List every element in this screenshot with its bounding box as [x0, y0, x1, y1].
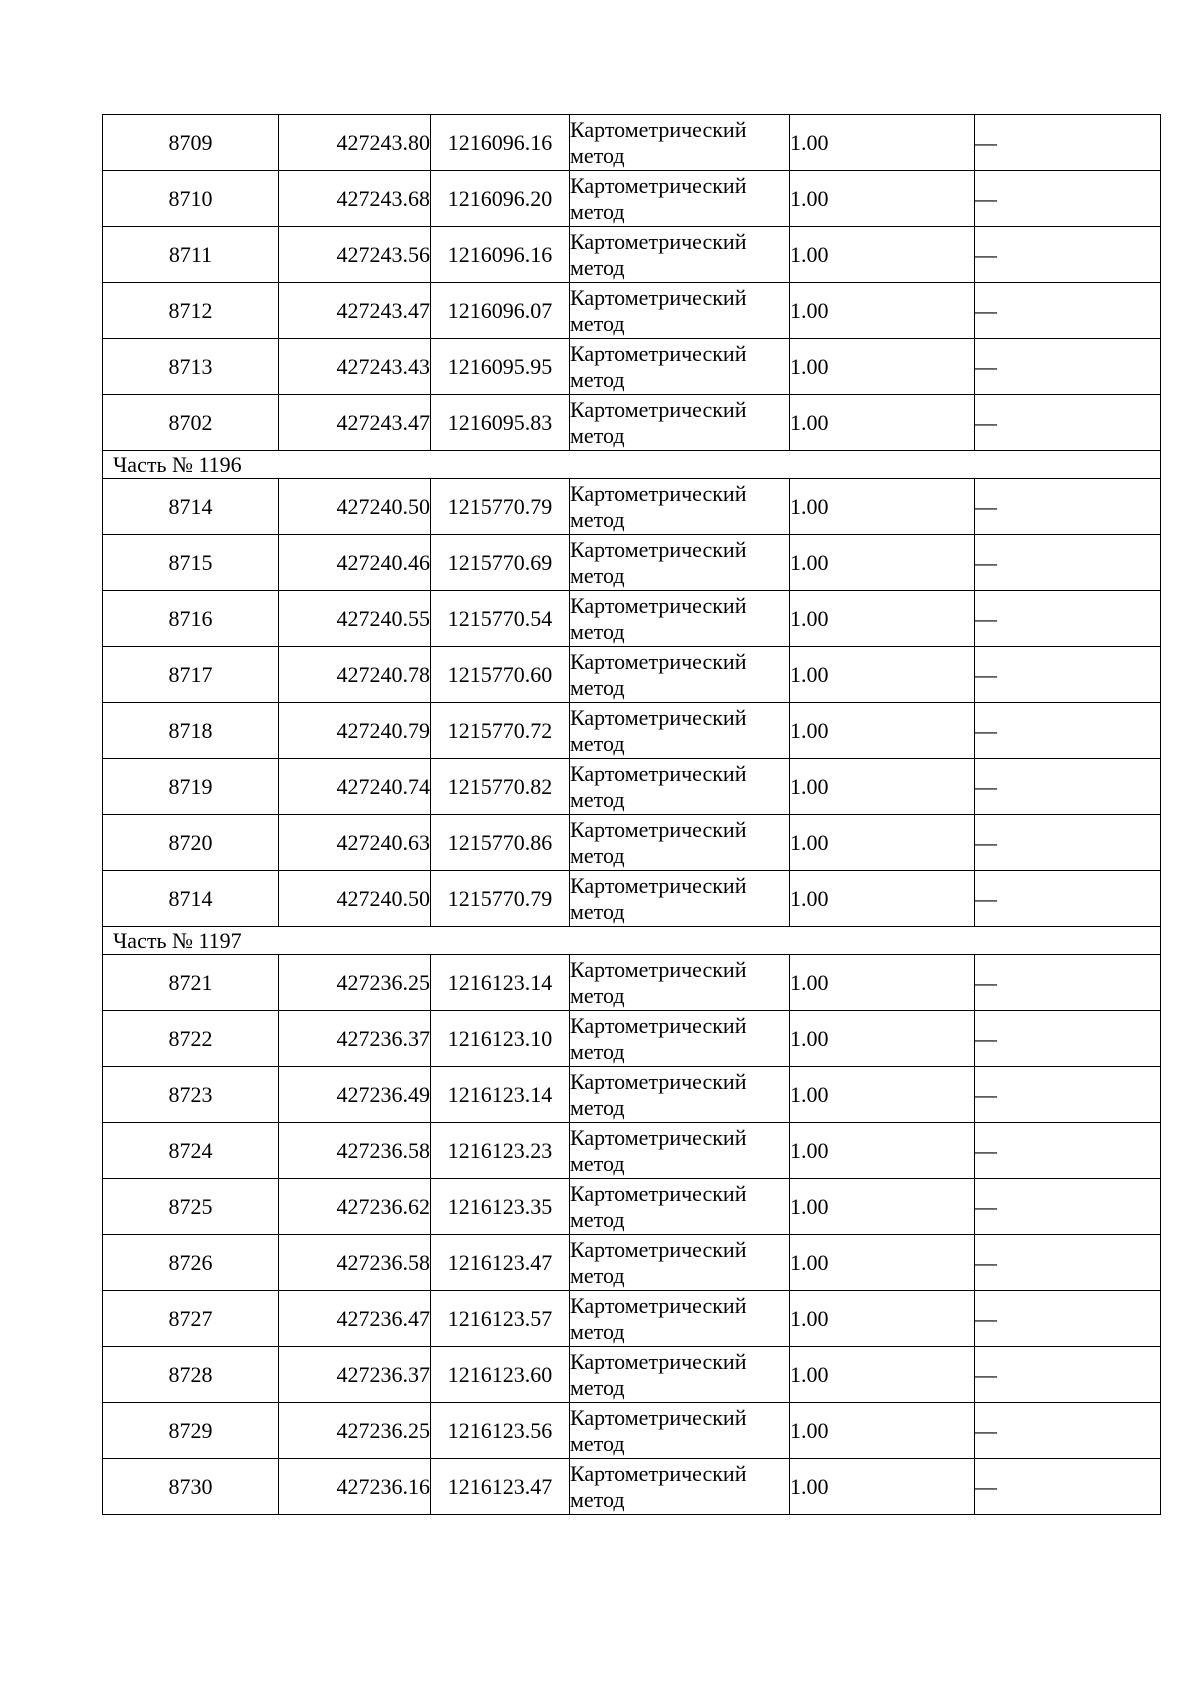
- method-cell: [570, 1291, 790, 1347]
- description-cell: —: [975, 1067, 1161, 1123]
- description-cell: —: [975, 535, 1161, 591]
- description-cell: —: [975, 871, 1161, 927]
- method-cell: [570, 535, 790, 591]
- method-line-2: метод: [570, 1038, 625, 1064]
- accuracy-cell: 1.00: [790, 171, 975, 227]
- description-cell: —: [975, 115, 1161, 171]
- table-row: [103, 339, 1161, 395]
- accuracy-cell: 1.00: [790, 283, 975, 339]
- accuracy-cell: 1.00: [790, 1403, 975, 1459]
- method-cell: [570, 815, 790, 871]
- description-cell: —: [975, 955, 1161, 1011]
- point-number-cell: 8721: [103, 955, 279, 1011]
- method-line-2: метод: [570, 1094, 625, 1120]
- description-cell: —: [975, 339, 1161, 395]
- y-coordinate-cell: 1215770.82: [431, 759, 570, 815]
- x-coordinate-cell: 427240.50: [279, 479, 431, 535]
- y-coordinate-cell: 1216123.56: [431, 1403, 570, 1459]
- table-row: [103, 955, 1161, 1011]
- section-title: Часть № 1196: [103, 451, 1161, 479]
- x-coordinate-cell: 427243.56: [279, 227, 431, 283]
- table-row: [103, 1347, 1161, 1403]
- method-cell: [570, 1123, 790, 1179]
- x-coordinate-cell: 427240.50: [279, 871, 431, 927]
- description-cell: —: [975, 283, 1161, 339]
- method-line-2: метод: [570, 842, 625, 868]
- y-coordinate-cell: 1215770.54: [431, 591, 570, 647]
- description-cell: —: [975, 1123, 1161, 1179]
- description-cell: —: [975, 647, 1161, 703]
- x-coordinate-cell: 427236.62: [279, 1179, 431, 1235]
- point-number-cell: 8720: [103, 815, 279, 871]
- table-row: [103, 591, 1161, 647]
- point-number-cell: 8730: [103, 1459, 279, 1515]
- section-header-row: [103, 927, 1161, 955]
- table-row: [103, 171, 1161, 227]
- method-line-2: метод: [570, 1262, 625, 1288]
- method-cell: [570, 479, 790, 535]
- table-row: [103, 283, 1161, 339]
- method-cell: [570, 1403, 790, 1459]
- table-row: [103, 227, 1161, 283]
- method-line-2: метод: [570, 674, 625, 700]
- method-line-2: метод: [570, 1374, 625, 1400]
- method-line-1: Картометрический: [570, 1124, 747, 1150]
- table-row: [103, 759, 1161, 815]
- method-line-1: Картометрический: [570, 172, 747, 198]
- method-cell: [570, 647, 790, 703]
- accuracy-cell: 1.00: [790, 479, 975, 535]
- method-cell: [570, 1011, 790, 1067]
- method-line-1: Картометрический: [570, 704, 747, 730]
- y-coordinate-cell: 1216123.14: [431, 1067, 570, 1123]
- description-cell: —: [975, 1347, 1161, 1403]
- method-cell: [570, 395, 790, 451]
- description-cell: —: [975, 1011, 1161, 1067]
- method-line-2: метод: [570, 898, 625, 924]
- description-cell: —: [975, 1291, 1161, 1347]
- y-coordinate-cell: 1216123.47: [431, 1235, 570, 1291]
- description-cell: —: [975, 759, 1161, 815]
- description-cell: —: [975, 1403, 1161, 1459]
- y-coordinate-cell: 1216096.16: [431, 227, 570, 283]
- accuracy-cell: 1.00: [790, 1123, 975, 1179]
- point-number-cell: 8722: [103, 1011, 279, 1067]
- accuracy-cell: 1.00: [790, 1347, 975, 1403]
- y-coordinate-cell: 1216096.07: [431, 283, 570, 339]
- point-number-cell: 8714: [103, 479, 279, 535]
- x-coordinate-cell: 427236.37: [279, 1011, 431, 1067]
- point-number-cell: 8723: [103, 1067, 279, 1123]
- y-coordinate-cell: 1216123.47: [431, 1459, 570, 1515]
- method-cell: [570, 871, 790, 927]
- method-line-2: метод: [570, 422, 625, 448]
- point-number-cell: 8725: [103, 1179, 279, 1235]
- method-cell: [570, 955, 790, 1011]
- table-row: [103, 479, 1161, 535]
- method-cell: [570, 1067, 790, 1123]
- method-line-1: Картометрический: [570, 116, 747, 142]
- method-line-1: Картометрический: [570, 536, 747, 562]
- y-coordinate-cell: 1216096.20: [431, 171, 570, 227]
- x-coordinate-cell: 427243.43: [279, 339, 431, 395]
- method-line-1: Картометрический: [570, 760, 747, 786]
- accuracy-cell: 1.00: [790, 871, 975, 927]
- point-number-cell: 8727: [103, 1291, 279, 1347]
- method-line-2: метод: [570, 618, 625, 644]
- method-line-2: метод: [570, 786, 625, 812]
- x-coordinate-cell: 427243.68: [279, 171, 431, 227]
- method-line-1: Картометрический: [570, 872, 747, 898]
- accuracy-cell: 1.00: [790, 535, 975, 591]
- x-coordinate-cell: 427240.46: [279, 535, 431, 591]
- method-line-1: Картометрический: [570, 340, 747, 366]
- point-number-cell: 8718: [103, 703, 279, 759]
- method-cell: [570, 171, 790, 227]
- accuracy-cell: 1.00: [790, 591, 975, 647]
- section-header-row: [103, 451, 1161, 479]
- accuracy-cell: 1.00: [790, 759, 975, 815]
- method-line-2: метод: [570, 982, 625, 1008]
- y-coordinate-cell: 1215770.79: [431, 871, 570, 927]
- accuracy-cell: 1.00: [790, 1067, 975, 1123]
- x-coordinate-cell: 427236.49: [279, 1067, 431, 1123]
- table-row: [103, 395, 1161, 451]
- description-cell: —: [975, 227, 1161, 283]
- method-line-1: Картометрический: [570, 1180, 747, 1206]
- method-cell: [570, 1347, 790, 1403]
- point-number-cell: 8719: [103, 759, 279, 815]
- x-coordinate-cell: 427236.25: [279, 1403, 431, 1459]
- y-coordinate-cell: 1215770.69: [431, 535, 570, 591]
- point-number-cell: 8710: [103, 171, 279, 227]
- table-row: [103, 115, 1161, 171]
- method-cell: [570, 339, 790, 395]
- x-coordinate-cell: 427236.47: [279, 1291, 431, 1347]
- method-cell: [570, 115, 790, 171]
- table-row: [103, 1235, 1161, 1291]
- point-number-cell: 8709: [103, 115, 279, 171]
- method-line-2: метод: [570, 198, 625, 224]
- table-row: [103, 815, 1161, 871]
- accuracy-cell: 1.00: [790, 647, 975, 703]
- table-row: [103, 703, 1161, 759]
- method-line-2: метод: [570, 1486, 625, 1512]
- description-cell: —: [975, 591, 1161, 647]
- x-coordinate-cell: 427236.37: [279, 1347, 431, 1403]
- description-cell: —: [975, 703, 1161, 759]
- accuracy-cell: 1.00: [790, 395, 975, 451]
- x-coordinate-cell: 427243.47: [279, 395, 431, 451]
- point-number-cell: 8717: [103, 647, 279, 703]
- method-line-2: метод: [570, 1150, 625, 1176]
- method-cell: [570, 1459, 790, 1515]
- method-line-2: метод: [570, 562, 625, 588]
- y-coordinate-cell: 1216123.23: [431, 1123, 570, 1179]
- y-coordinate-cell: 1215770.86: [431, 815, 570, 871]
- x-coordinate-cell: 427236.25: [279, 955, 431, 1011]
- accuracy-cell: 1.00: [790, 1459, 975, 1515]
- method-line-2: метод: [570, 1318, 625, 1344]
- point-number-cell: 8729: [103, 1403, 279, 1459]
- method-line-1: Картометрический: [570, 592, 747, 618]
- table-row: [103, 871, 1161, 927]
- x-coordinate-cell: 427236.58: [279, 1123, 431, 1179]
- point-number-cell: 8716: [103, 591, 279, 647]
- description-cell: —: [975, 1235, 1161, 1291]
- point-number-cell: 8713: [103, 339, 279, 395]
- section-title: Часть № 1197: [103, 927, 1161, 955]
- method-line-1: Картометрический: [570, 816, 747, 842]
- y-coordinate-cell: 1216095.83: [431, 395, 570, 451]
- method-cell: [570, 1235, 790, 1291]
- point-number-cell: 8712: [103, 283, 279, 339]
- method-line-2: метод: [570, 142, 625, 168]
- point-number-cell: 8726: [103, 1235, 279, 1291]
- method-line-1: Картометрический: [570, 1292, 747, 1318]
- y-coordinate-cell: 1215770.72: [431, 703, 570, 759]
- method-line-2: метод: [570, 310, 625, 336]
- description-cell: —: [975, 171, 1161, 227]
- y-coordinate-cell: 1216123.10: [431, 1011, 570, 1067]
- point-number-cell: 8715: [103, 535, 279, 591]
- accuracy-cell: 1.00: [790, 1011, 975, 1067]
- method-line-1: Картометрический: [570, 1348, 747, 1374]
- coordinates-table-body: [103, 115, 1161, 1515]
- table-row: [103, 1459, 1161, 1515]
- accuracy-cell: 1.00: [790, 1235, 975, 1291]
- x-coordinate-cell: 427240.55: [279, 591, 431, 647]
- y-coordinate-cell: 1215770.79: [431, 479, 570, 535]
- x-coordinate-cell: 427236.58: [279, 1235, 431, 1291]
- method-line-1: Картометрический: [570, 1460, 747, 1486]
- y-coordinate-cell: 1215770.60: [431, 647, 570, 703]
- x-coordinate-cell: 427240.74: [279, 759, 431, 815]
- description-cell: —: [975, 479, 1161, 535]
- description-cell: —: [975, 1459, 1161, 1515]
- table-row: [103, 1011, 1161, 1067]
- method-line-2: метод: [570, 506, 625, 532]
- method-line-2: метод: [570, 730, 625, 756]
- method-line-1: Картометрический: [570, 480, 747, 506]
- method-line-2: метод: [570, 1430, 625, 1456]
- method-line-1: Картометрический: [570, 396, 747, 422]
- method-line-2: метод: [570, 366, 625, 392]
- method-line-2: метод: [570, 1206, 625, 1232]
- table-row: [103, 1179, 1161, 1235]
- method-line-2: метод: [570, 254, 625, 280]
- method-cell: [570, 591, 790, 647]
- method-line-1: Картометрический: [570, 1404, 747, 1430]
- x-coordinate-cell: 427240.79: [279, 703, 431, 759]
- table-row: [103, 1067, 1161, 1123]
- method-cell: [570, 227, 790, 283]
- y-coordinate-cell: 1216123.14: [431, 955, 570, 1011]
- method-line-1: Картометрический: [570, 1068, 747, 1094]
- x-coordinate-cell: 427240.63: [279, 815, 431, 871]
- point-number-cell: 8728: [103, 1347, 279, 1403]
- method-line-1: Картометрический: [570, 648, 747, 674]
- y-coordinate-cell: 1216096.16: [431, 115, 570, 171]
- table-row: [103, 1123, 1161, 1179]
- method-cell: [570, 1179, 790, 1235]
- point-number-cell: 8724: [103, 1123, 279, 1179]
- x-coordinate-cell: 427240.78: [279, 647, 431, 703]
- description-cell: —: [975, 815, 1161, 871]
- y-coordinate-cell: 1216123.57: [431, 1291, 570, 1347]
- y-coordinate-cell: 1216095.95: [431, 339, 570, 395]
- method-line-1: Картометрический: [570, 284, 747, 310]
- accuracy-cell: 1.00: [790, 1291, 975, 1347]
- table-row: [103, 1403, 1161, 1459]
- x-coordinate-cell: 427243.47: [279, 283, 431, 339]
- y-coordinate-cell: 1216123.60: [431, 1347, 570, 1403]
- method-cell: [570, 703, 790, 759]
- table-row: [103, 535, 1161, 591]
- method-cell: [570, 759, 790, 815]
- method-line-1: Картометрический: [570, 956, 747, 982]
- coordinates-table: [102, 114, 1161, 1515]
- accuracy-cell: 1.00: [790, 1179, 975, 1235]
- accuracy-cell: 1.00: [790, 955, 975, 1011]
- accuracy-cell: 1.00: [790, 339, 975, 395]
- accuracy-cell: 1.00: [790, 703, 975, 759]
- description-cell: —: [975, 395, 1161, 451]
- x-coordinate-cell: 427243.80: [279, 115, 431, 171]
- method-line-1: Картометрический: [570, 1236, 747, 1262]
- accuracy-cell: 1.00: [790, 227, 975, 283]
- y-coordinate-cell: 1216123.35: [431, 1179, 570, 1235]
- method-line-1: Картометрический: [570, 1012, 747, 1038]
- table-row: [103, 1291, 1161, 1347]
- point-number-cell: 8714: [103, 871, 279, 927]
- method-cell: [570, 283, 790, 339]
- point-number-cell: 8702: [103, 395, 279, 451]
- accuracy-cell: 1.00: [790, 115, 975, 171]
- table-row: [103, 647, 1161, 703]
- method-line-1: Картометрический: [570, 228, 747, 254]
- x-coordinate-cell: 427236.16: [279, 1459, 431, 1515]
- point-number-cell: 8711: [103, 227, 279, 283]
- accuracy-cell: 1.00: [790, 815, 975, 871]
- description-cell: —: [975, 1179, 1161, 1235]
